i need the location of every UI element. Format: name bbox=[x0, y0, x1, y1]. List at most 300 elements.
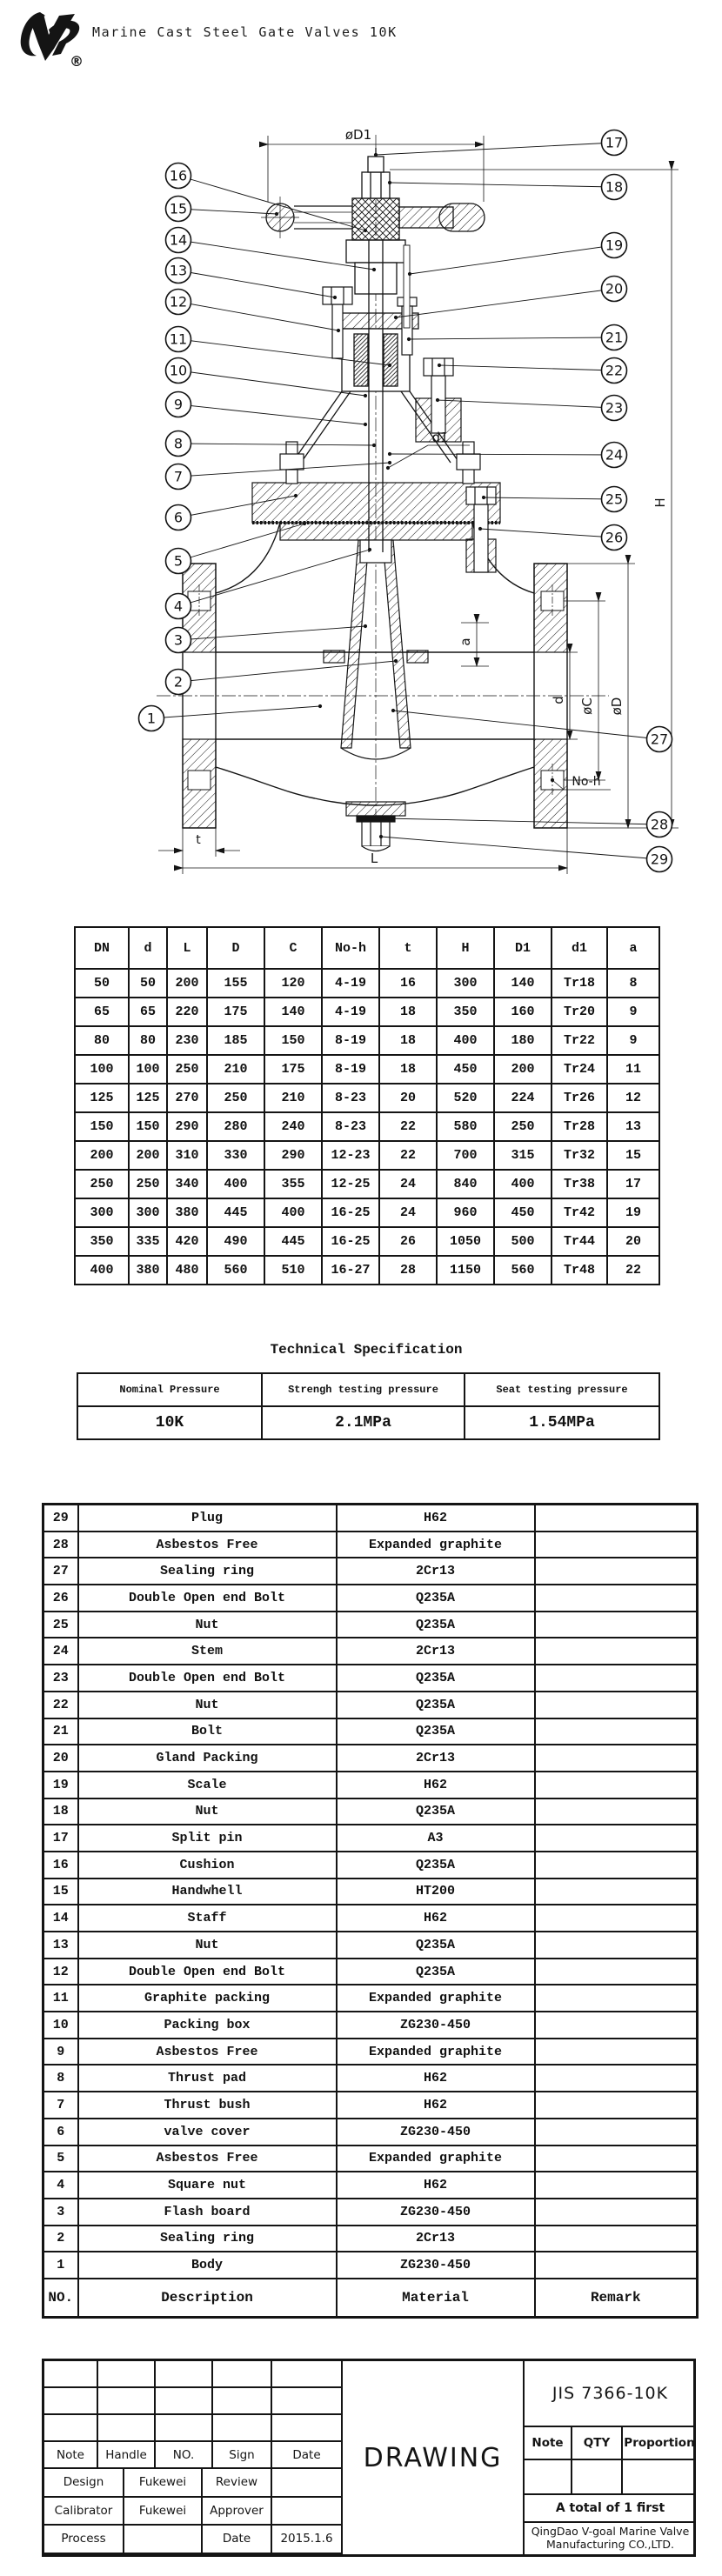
dimension-cell: 125 bbox=[129, 1084, 167, 1112]
dimension-cell: 290 bbox=[264, 1141, 322, 1170]
dimension-cell: 450 bbox=[494, 1198, 552, 1227]
dimension-header-cell: No-h bbox=[322, 927, 379, 969]
approval-value-cell bbox=[124, 2526, 203, 2554]
dimension-cell: 13 bbox=[607, 1112, 659, 1141]
dimension-cell: 200 bbox=[167, 969, 207, 998]
dimension-cell: 560 bbox=[207, 1256, 264, 1285]
dimension-cell: 28 bbox=[379, 1256, 437, 1285]
parts-row bbox=[43, 1612, 698, 1638]
dim-label-t: t bbox=[196, 833, 201, 847]
svg-text:17: 17 bbox=[605, 134, 624, 151]
dimension-cell: 960 bbox=[437, 1198, 494, 1227]
dimension-header-cell: t bbox=[379, 927, 437, 969]
dimension-cell: 50 bbox=[75, 969, 129, 998]
parts-cell: Body bbox=[78, 2252, 337, 2279]
spec-value-cell: 1.54MPa bbox=[465, 1406, 659, 1439]
dimension-header-cell: L bbox=[167, 927, 207, 969]
callout-22 bbox=[439, 358, 627, 384]
parts-row bbox=[43, 2172, 698, 2199]
approval-empty-cell bbox=[44, 2388, 98, 2415]
parts-cell: Handwhell bbox=[78, 1879, 337, 1905]
approval-empty-cell bbox=[44, 2361, 98, 2388]
dimension-cell: 210 bbox=[264, 1084, 322, 1112]
parts-cell: Square nut bbox=[78, 2172, 337, 2199]
dimension-cell: Tr42 bbox=[552, 1198, 607, 1227]
dimension-cell: 250 bbox=[207, 1084, 264, 1112]
parts-row bbox=[43, 1905, 698, 1932]
dimension-header-cell: H bbox=[437, 927, 494, 969]
parts-cell: 11 bbox=[43, 1985, 78, 2012]
parts-cell: ZG230-450 bbox=[337, 2252, 535, 2279]
parts-row bbox=[43, 1879, 698, 1905]
parts-footer-cell: Description bbox=[78, 2279, 337, 2318]
dimension-cell: 18 bbox=[379, 1055, 437, 1084]
dimension-cell: 380 bbox=[167, 1198, 207, 1227]
approval-value-cell: 2015.1.6 bbox=[272, 2526, 343, 2554]
callout-25 bbox=[484, 487, 627, 512]
dim-label-h: H bbox=[652, 497, 668, 508]
dimension-cell: 8-19 bbox=[322, 1055, 379, 1084]
approval-empty-cell bbox=[98, 2388, 156, 2415]
dimension-cell: 175 bbox=[207, 998, 264, 1026]
parts-cell: 7 bbox=[43, 2092, 78, 2119]
dimension-cell: 24 bbox=[379, 1170, 437, 1198]
dimension-row bbox=[75, 1198, 659, 1227]
parts-row bbox=[43, 2226, 698, 2252]
standard-designation: JIS 7366-10K bbox=[525, 2361, 696, 2427]
approval-empty-cell bbox=[272, 2415, 343, 2442]
parts-cell: H62 bbox=[337, 2065, 535, 2092]
parts-cell: H62 bbox=[337, 1905, 535, 1932]
dimension-row bbox=[75, 998, 659, 1026]
approval-empty-cell bbox=[44, 2415, 98, 2442]
parts-cell: Cushion bbox=[78, 1852, 337, 1879]
parts-cell: 18 bbox=[43, 1799, 78, 1825]
parts-cell: Stem bbox=[78, 1638, 337, 1665]
dimension-cell: 290 bbox=[167, 1112, 207, 1141]
parts-cell bbox=[535, 1532, 698, 1558]
parts-cell bbox=[535, 1718, 698, 1745]
dimension-cell: 400 bbox=[494, 1170, 552, 1198]
dimension-cell: Tr26 bbox=[552, 1084, 607, 1112]
parts-cell bbox=[535, 1692, 698, 1718]
dim-label-dia-c: øC bbox=[579, 697, 595, 715]
parts-row bbox=[43, 2012, 698, 2039]
dimension-header-cell: D bbox=[207, 927, 264, 969]
parts-row bbox=[43, 1505, 698, 1532]
svg-text:10: 10 bbox=[169, 362, 188, 379]
parts-cell: Expanded graphite bbox=[337, 2039, 535, 2065]
parts-row bbox=[43, 1638, 698, 1665]
parts-row bbox=[43, 1665, 698, 1692]
valve-section-drawing bbox=[0, 52, 722, 922]
parts-cell: Expanded graphite bbox=[337, 2146, 535, 2172]
parts-cell bbox=[535, 1985, 698, 2012]
parts-cell: HT200 bbox=[337, 1879, 535, 1905]
dimension-cell: 300 bbox=[129, 1198, 167, 1227]
parts-cell: Q235A bbox=[337, 1665, 535, 1692]
dimension-cell: 20 bbox=[379, 1084, 437, 1112]
svg-text:14: 14 bbox=[169, 231, 188, 249]
parts-row bbox=[43, 2252, 698, 2279]
dimension-cell: 400 bbox=[75, 1256, 129, 1285]
dimension-cell: 12 bbox=[607, 1084, 659, 1112]
parts-row bbox=[43, 1799, 698, 1825]
callout-27 bbox=[393, 711, 672, 752]
callout-13 bbox=[166, 258, 336, 298]
approval-header-cell: Note bbox=[44, 2442, 98, 2469]
registered-mark: ® bbox=[70, 53, 84, 70]
dimension-cell: 150 bbox=[75, 1112, 129, 1141]
parts-cell: 3 bbox=[43, 2199, 78, 2226]
document-title: Marine Cast Steel Gate Valves 10K bbox=[92, 24, 398, 40]
svg-text:20: 20 bbox=[605, 280, 624, 297]
parts-cell: 8 bbox=[43, 2065, 78, 2092]
parts-row bbox=[43, 2039, 698, 2065]
svg-text:28: 28 bbox=[650, 816, 669, 833]
dimension-cell: 500 bbox=[494, 1227, 552, 1256]
company-name bbox=[525, 2523, 696, 2553]
parts-cell bbox=[535, 1638, 698, 1665]
dimension-cell: 840 bbox=[437, 1170, 494, 1198]
parts-row bbox=[43, 1932, 698, 1959]
parts-cell bbox=[535, 2226, 698, 2252]
dimension-cell: 9 bbox=[607, 998, 659, 1026]
dimension-cell: 210 bbox=[207, 1055, 264, 1084]
approval-label-cell: Approver bbox=[203, 2498, 272, 2526]
parts-cell: 29 bbox=[43, 1505, 78, 1532]
dimension-cell: 9 bbox=[607, 1026, 659, 1055]
parts-cell: 25 bbox=[43, 1612, 78, 1638]
qty-header-cell: Note bbox=[525, 2427, 572, 2459]
parts-cell: Q235A bbox=[337, 1585, 535, 1612]
dimension-cell: 17 bbox=[607, 1170, 659, 1198]
parts-row bbox=[43, 1825, 698, 1852]
dim-label-dia-d1: øD1 bbox=[344, 127, 372, 143]
approval-header-cell: Date bbox=[272, 2442, 343, 2469]
dimension-cell: 8 bbox=[607, 969, 659, 998]
parts-cell: 26 bbox=[43, 1585, 78, 1612]
parts-cell: Nut bbox=[78, 1612, 337, 1638]
parts-cell bbox=[535, 2012, 698, 2039]
parts-cell: 2 bbox=[43, 2226, 78, 2252]
parts-cell bbox=[535, 1772, 698, 1799]
dimension-cell: 8-23 bbox=[322, 1084, 379, 1112]
dimension-cell: 20 bbox=[607, 1227, 659, 1256]
callout-10 bbox=[166, 358, 366, 397]
parts-cell: Expanded graphite bbox=[337, 1985, 535, 2012]
callout-20 bbox=[396, 277, 627, 318]
dimension-row bbox=[75, 1170, 659, 1198]
parts-cell: Nut bbox=[78, 1692, 337, 1718]
svg-text:21: 21 bbox=[605, 329, 624, 346]
dimension-cell: 4-19 bbox=[322, 998, 379, 1026]
parts-cell: A3 bbox=[337, 1825, 535, 1852]
dim-label-l: L bbox=[370, 851, 378, 866]
callout-26 bbox=[480, 525, 627, 551]
svg-text:7: 7 bbox=[173, 468, 184, 485]
parts-cell: 10 bbox=[43, 2012, 78, 2039]
parts-cell bbox=[535, 2172, 698, 2199]
parts-cell bbox=[535, 1505, 698, 1532]
svg-text:3: 3 bbox=[173, 631, 184, 649]
callout-17 bbox=[376, 130, 627, 156]
svg-text:26: 26 bbox=[605, 529, 624, 546]
qty-header-cell: QTY bbox=[572, 2427, 623, 2459]
dimension-cell: 200 bbox=[494, 1055, 552, 1084]
dimension-header-cell: d1 bbox=[552, 927, 607, 969]
parts-cell: 2Cr13 bbox=[337, 1745, 535, 1772]
dimension-cell: Tr20 bbox=[552, 998, 607, 1026]
parts-cell bbox=[535, 1745, 698, 1772]
callout-2 bbox=[166, 661, 397, 695]
dimension-cell: 340 bbox=[167, 1170, 207, 1198]
dimension-cell: 175 bbox=[264, 1055, 322, 1084]
parts-cell: H62 bbox=[337, 2092, 535, 2119]
parts-cell: Bolt bbox=[78, 1718, 337, 1745]
parts-cell: Sealing ring bbox=[78, 1558, 337, 1585]
dim-label-no-h: No-h bbox=[572, 775, 601, 789]
dimension-cell: 12-23 bbox=[322, 1141, 379, 1170]
callout-1 bbox=[139, 706, 321, 731]
svg-text:9: 9 bbox=[173, 396, 184, 413]
dimension-cell: Tr44 bbox=[552, 1227, 607, 1256]
parts-cell: 24 bbox=[43, 1638, 78, 1665]
drawing-label: DRAWING bbox=[363, 2442, 503, 2473]
dimension-cell: 16-25 bbox=[322, 1198, 379, 1227]
parts-row bbox=[43, 2119, 698, 2146]
dimension-cell: 700 bbox=[437, 1141, 494, 1170]
parts-cell: 2Cr13 bbox=[337, 1638, 535, 1665]
handwheel bbox=[261, 148, 485, 240]
dimension-cell: 200 bbox=[129, 1141, 167, 1170]
callout-23 bbox=[438, 396, 627, 421]
parts-cell: Q235A bbox=[337, 1959, 535, 1985]
dimension-cell: 80 bbox=[129, 1026, 167, 1055]
callout-9 bbox=[166, 392, 366, 425]
dimension-cell: Tr38 bbox=[552, 1170, 607, 1198]
dimension-cell: 18 bbox=[379, 998, 437, 1026]
spec-value-cell: 2.1MPa bbox=[262, 1406, 465, 1439]
dimension-cell: 24 bbox=[379, 1198, 437, 1227]
parts-cell bbox=[535, 1558, 698, 1585]
callout-29 bbox=[381, 837, 672, 872]
parts-cell: Scale bbox=[78, 1772, 337, 1799]
approval-empty-cell bbox=[272, 2361, 343, 2388]
parts-footer-row bbox=[43, 2279, 698, 2318]
parts-cell bbox=[535, 2119, 698, 2146]
parts-cell: 2Cr13 bbox=[337, 1558, 535, 1585]
svg-text:19: 19 bbox=[605, 237, 624, 254]
qty-value-row bbox=[525, 2460, 696, 2495]
dimension-cell: 4-19 bbox=[322, 969, 379, 998]
parts-cell: 19 bbox=[43, 1772, 78, 1799]
parts-cell bbox=[535, 1825, 698, 1852]
dimension-cell: 140 bbox=[264, 998, 322, 1026]
parts-cell: 27 bbox=[43, 1558, 78, 1585]
callout-14 bbox=[166, 228, 375, 270]
dimension-cell: 445 bbox=[207, 1198, 264, 1227]
dimension-cell: 400 bbox=[264, 1198, 322, 1227]
approval-empty-cell bbox=[213, 2361, 272, 2388]
approval-empty-cell bbox=[213, 2415, 272, 2442]
parts-cell: 21 bbox=[43, 1718, 78, 1745]
dim-label-d: d bbox=[551, 696, 566, 704]
parts-cell: Double Open end Bolt bbox=[78, 1585, 337, 1612]
qty-header-row bbox=[525, 2427, 696, 2460]
spec-value-row bbox=[77, 1406, 659, 1439]
dimension-cell: 22 bbox=[379, 1112, 437, 1141]
svg-text:12: 12 bbox=[169, 293, 188, 310]
dimension-cell: 19 bbox=[607, 1198, 659, 1227]
parts-cell: 28 bbox=[43, 1532, 78, 1558]
dimension-cell: 50 bbox=[129, 969, 167, 998]
parts-row bbox=[43, 2065, 698, 2092]
dimension-cell: Tr28 bbox=[552, 1112, 607, 1141]
parts-cell: H62 bbox=[337, 1772, 535, 1799]
dimension-row bbox=[75, 1084, 659, 1112]
spec-header-cell: Strengh testing pressure bbox=[262, 1373, 465, 1406]
dimension-cell: 140 bbox=[494, 969, 552, 998]
svg-text:13: 13 bbox=[169, 262, 188, 279]
parts-row bbox=[43, 2199, 698, 2226]
approval-empty-cell bbox=[98, 2415, 156, 2442]
valve-hatched-sections bbox=[183, 398, 567, 828]
parts-footer-cell: NO. bbox=[43, 2279, 78, 2318]
dimension-cell: 16 bbox=[379, 969, 437, 998]
approval-header-cell: Handle bbox=[98, 2442, 156, 2469]
dimension-cell: 445 bbox=[264, 1227, 322, 1256]
dimension-cell: 155 bbox=[207, 969, 264, 998]
dimension-cell: Tr18 bbox=[552, 969, 607, 998]
dimension-cell: 80 bbox=[75, 1026, 129, 1055]
approval-empty-cell bbox=[213, 2388, 272, 2415]
svg-text:8: 8 bbox=[173, 435, 184, 452]
svg-text:16: 16 bbox=[169, 167, 188, 184]
parts-cell: ZG230-450 bbox=[337, 2199, 535, 2226]
standard-block bbox=[525, 2361, 696, 2554]
dimension-cell: 15 bbox=[607, 1141, 659, 1170]
dim-label-dia-big-d: øD bbox=[609, 697, 625, 716]
dimension-cell: 200 bbox=[75, 1141, 129, 1170]
parts-cell: 6 bbox=[43, 2119, 78, 2146]
parts-cell: 23 bbox=[43, 1665, 78, 1692]
dimension-cell: 22 bbox=[607, 1256, 659, 1285]
company-line-2: Manufacturing CO.,LTD. bbox=[546, 2538, 674, 2551]
parts-row bbox=[43, 1532, 698, 1558]
parts-cell bbox=[535, 1852, 698, 1879]
parts-footer-cell: Remark bbox=[535, 2279, 698, 2318]
svg-text:11: 11 bbox=[169, 330, 188, 348]
drawing-label-cell bbox=[343, 2361, 525, 2554]
dimension-cell: 65 bbox=[75, 998, 129, 1026]
approval-value-cell bbox=[272, 2469, 343, 2498]
parts-row bbox=[43, 1692, 698, 1718]
svg-text:22: 22 bbox=[605, 362, 624, 379]
dimension-cell: 250 bbox=[75, 1170, 129, 1198]
callout-16 bbox=[166, 164, 366, 231]
drain-plug bbox=[357, 816, 395, 851]
approval-value-cell: Fukewei bbox=[124, 2469, 203, 2498]
dimension-cell: Tr48 bbox=[552, 1256, 607, 1285]
parts-row bbox=[43, 2146, 698, 2172]
svg-text:25: 25 bbox=[605, 491, 624, 508]
callout-18 bbox=[390, 175, 627, 200]
dimension-header-row bbox=[75, 927, 659, 969]
dim-label-d1: d1 bbox=[431, 430, 449, 445]
approval-value-cell bbox=[272, 2498, 343, 2526]
dimension-cell: 26 bbox=[379, 1227, 437, 1256]
parts-cell: 16 bbox=[43, 1852, 78, 1879]
parts-cell: Asbestos Free bbox=[78, 2039, 337, 2065]
callout-28 bbox=[384, 812, 672, 838]
approval-empty-cell bbox=[156, 2361, 213, 2388]
parts-cell: Expanded graphite bbox=[337, 1532, 535, 1558]
dimension-cell: 315 bbox=[494, 1141, 552, 1170]
parts-cell: 9 bbox=[43, 2039, 78, 2065]
dimension-cell: 400 bbox=[437, 1026, 494, 1055]
parts-list-table bbox=[42, 1503, 699, 2319]
parts-cell: 13 bbox=[43, 1932, 78, 1959]
company-line-1: QingDao V-goal Marine Valve bbox=[531, 2525, 690, 2538]
dimension-cell: 220 bbox=[167, 998, 207, 1026]
dimension-cell: 300 bbox=[75, 1198, 129, 1227]
svg-text:15: 15 bbox=[169, 200, 188, 217]
dimension-row bbox=[75, 1141, 659, 1170]
approval-value-cell: Fukewei bbox=[124, 2498, 203, 2526]
dimension-table bbox=[74, 926, 660, 1285]
qty-header-cell: Proportion bbox=[624, 2436, 695, 2450]
valve-body-outline bbox=[183, 523, 567, 828]
dimension-row bbox=[75, 969, 659, 998]
parts-cell: 20 bbox=[43, 1745, 78, 1772]
parts-cell: ZG230-450 bbox=[337, 2119, 535, 2146]
parts-cell: 12 bbox=[43, 1959, 78, 1985]
parts-cell bbox=[535, 2252, 698, 2279]
svg-text:4: 4 bbox=[173, 597, 184, 615]
parts-cell: Double Open end Bolt bbox=[78, 1665, 337, 1692]
dimension-cell: 350 bbox=[75, 1227, 129, 1256]
parts-cell: Split pin bbox=[78, 1825, 337, 1852]
parts-cell bbox=[535, 2146, 698, 2172]
dimension-cell: 1150 bbox=[437, 1256, 494, 1285]
spec-header-row bbox=[77, 1373, 659, 1406]
dimension-cell: 18 bbox=[379, 1026, 437, 1055]
dimension-row bbox=[75, 1256, 659, 1285]
callout-12 bbox=[166, 290, 339, 331]
dimension-header-cell: C bbox=[264, 927, 322, 969]
total-note: A total of 1 first bbox=[525, 2495, 696, 2523]
parts-cell bbox=[535, 1585, 698, 1612]
dimension-cell: 180 bbox=[494, 1026, 552, 1055]
svg-text:5: 5 bbox=[173, 552, 184, 570]
parts-cell: valve cover bbox=[78, 2119, 337, 2146]
dimension-cell: 250 bbox=[167, 1055, 207, 1084]
parts-cell: Q235A bbox=[337, 1612, 535, 1638]
parts-cell bbox=[535, 2065, 698, 2092]
dimension-cell: Tr32 bbox=[552, 1141, 607, 1170]
dimension-row bbox=[75, 1026, 659, 1055]
dimension-cell: 335 bbox=[129, 1227, 167, 1256]
parts-cell: Packing box bbox=[78, 2012, 337, 2039]
parts-cell bbox=[535, 1959, 698, 1985]
parts-cell: 2Cr13 bbox=[337, 2226, 535, 2252]
parts-cell: Q235A bbox=[337, 1799, 535, 1825]
spec-header-cell: Seat testing pressure bbox=[465, 1373, 659, 1406]
parts-cell: Plug bbox=[78, 1505, 337, 1532]
parts-cell bbox=[535, 1905, 698, 1932]
approval-empty-cell bbox=[98, 2361, 156, 2388]
